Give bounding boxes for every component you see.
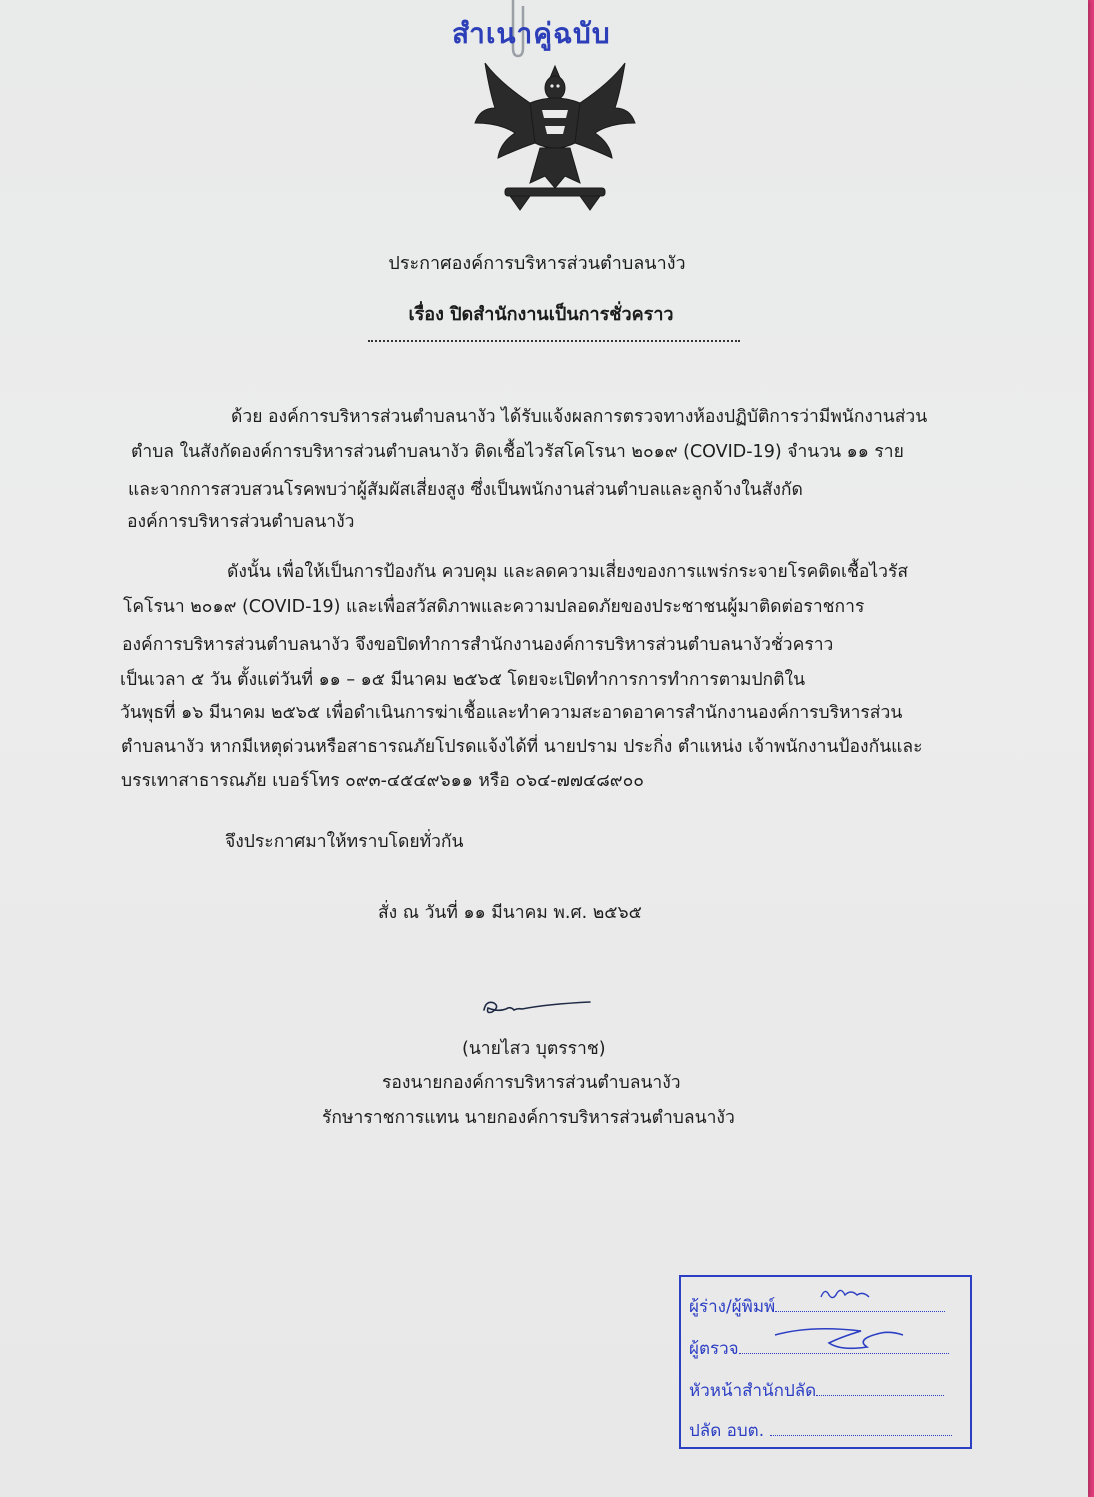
signer-acting-position: รักษาราชการแทน นายกองค์การบริหารส่วนตำบลนางัว: [322, 1108, 735, 1128]
body-line: บรรเทาสาธารณภัย เบอร์โทร ๐๙๓-๔๕๔๙๖๑๑ หรือ ๐๖๔-๗๗๔๘๙๐๐: [121, 771, 644, 791]
body-line: ดังนั้น เพื่อให้เป็นการป้องกัน ควบคุม และลดความเสี่ยงของการแพร่กระจายโรคติดเชื้อไวรัส: [227, 562, 909, 582]
body-line: ตำบลนางัว หากมีเหตุด่วนหรือสาธารณภัยโปรดแจ้งได้ที่ นายปราม ประกิ่ง ตำแหน่ง เจ้าพนักงานป้องกันและ: [121, 737, 923, 757]
announce-line: จึงประกาศมาให้ทราบโดยทั่วกัน: [225, 832, 464, 852]
stamp-row-head: [689, 1377, 944, 1404]
signature-dotline: [816, 1395, 944, 1396]
copy-stamp: สำเนาคู่ฉบับ: [452, 17, 611, 50]
garuda-emblem-icon: [470, 48, 640, 218]
stamp-label: ผู้ร่าง/ผู้พิมพ์: [689, 1297, 776, 1317]
announcement-title: ประกาศองค์การบริหารส่วนตำบลนางัว: [388, 253, 686, 274]
reviewer-signature: [771, 1321, 911, 1355]
stamp-label: ผู้ตรวจ: [689, 1339, 739, 1359]
body-line: องค์การบริหารส่วนตำบลนางัว: [127, 512, 355, 532]
drafter-initials: [817, 1283, 877, 1305]
dotted-divider: [368, 340, 740, 342]
stamp-label: ปลัด อบต.: [689, 1421, 765, 1441]
body-line: และจากการสวบสวนโรคพบว่าผู้สัมผัสเสี่ยงสูง ซึ่งเป็นพนักงานส่วนตำบลและลูกจ้างในสังกัด: [128, 480, 803, 500]
order-date: สั่ง ณ วันที่ ๑๑ มีนาคม พ.ศ. ๒๕๖๕: [378, 903, 642, 923]
announcement-subject: เรื่อง ปิดสำนักงานเป็นการชั่วคราว: [408, 304, 674, 325]
stamp-label: หัวหน้าสำนักปลัด: [689, 1381, 817, 1401]
signer-name: (นายไสว บุตรราช): [462, 1039, 606, 1059]
approval-stamp-box: [679, 1275, 972, 1449]
signer-position: รองนายกองค์การบริหารส่วนตำบลนางัว: [382, 1073, 681, 1093]
body-line: โคโรนา ๒๐๑๙ (COVID-19) และเพื่อสวัสดิภาพและความปลอดภัยของประชาชนผู้มาติดต่อราชการ: [123, 597, 865, 617]
body-line: ด้วย องค์การบริหารส่วนตำบลนางัว ได้รับแจ้งผลการตรวจทางห้องปฏิบัติการว่ามีพนักงานส่วน: [231, 407, 928, 427]
signature-dotline: [770, 1435, 952, 1436]
body-line: วันพุธที่ ๑๖ มีนาคม ๒๕๖๕ เพื่อดำเนินการฆ่าเชื้อและทำความสะอาดอาคารสำนักงานองค์การบริหารส่วน: [120, 703, 903, 723]
handwritten-signature: [478, 994, 598, 1024]
body-line: องค์การบริหารส่วนตำบลนางัว จึงขอปิดทำการสำนักงานองค์การบริหารส่วนตำบลนางัวชั่วคราว: [122, 635, 834, 655]
body-line: เป็นเวลา ๕ วัน ตั้งแต่วันที่ ๑๑ – ๑๕ มีนาคม ๒๕๖๕ โดยจะเปิดทำการการทำการตามปกติใน: [120, 670, 806, 690]
signature-dotline: [775, 1311, 945, 1312]
body-line: ตำบล ในสังกัดองค์การบริหารส่วนตำบลนางัว ติดเชื้อไวรัสโคโรนา ๒๐๑๙ (COVID-19) จำนวน ๑๑ ราย: [131, 442, 904, 462]
stamp-row-clerk: [689, 1417, 952, 1444]
